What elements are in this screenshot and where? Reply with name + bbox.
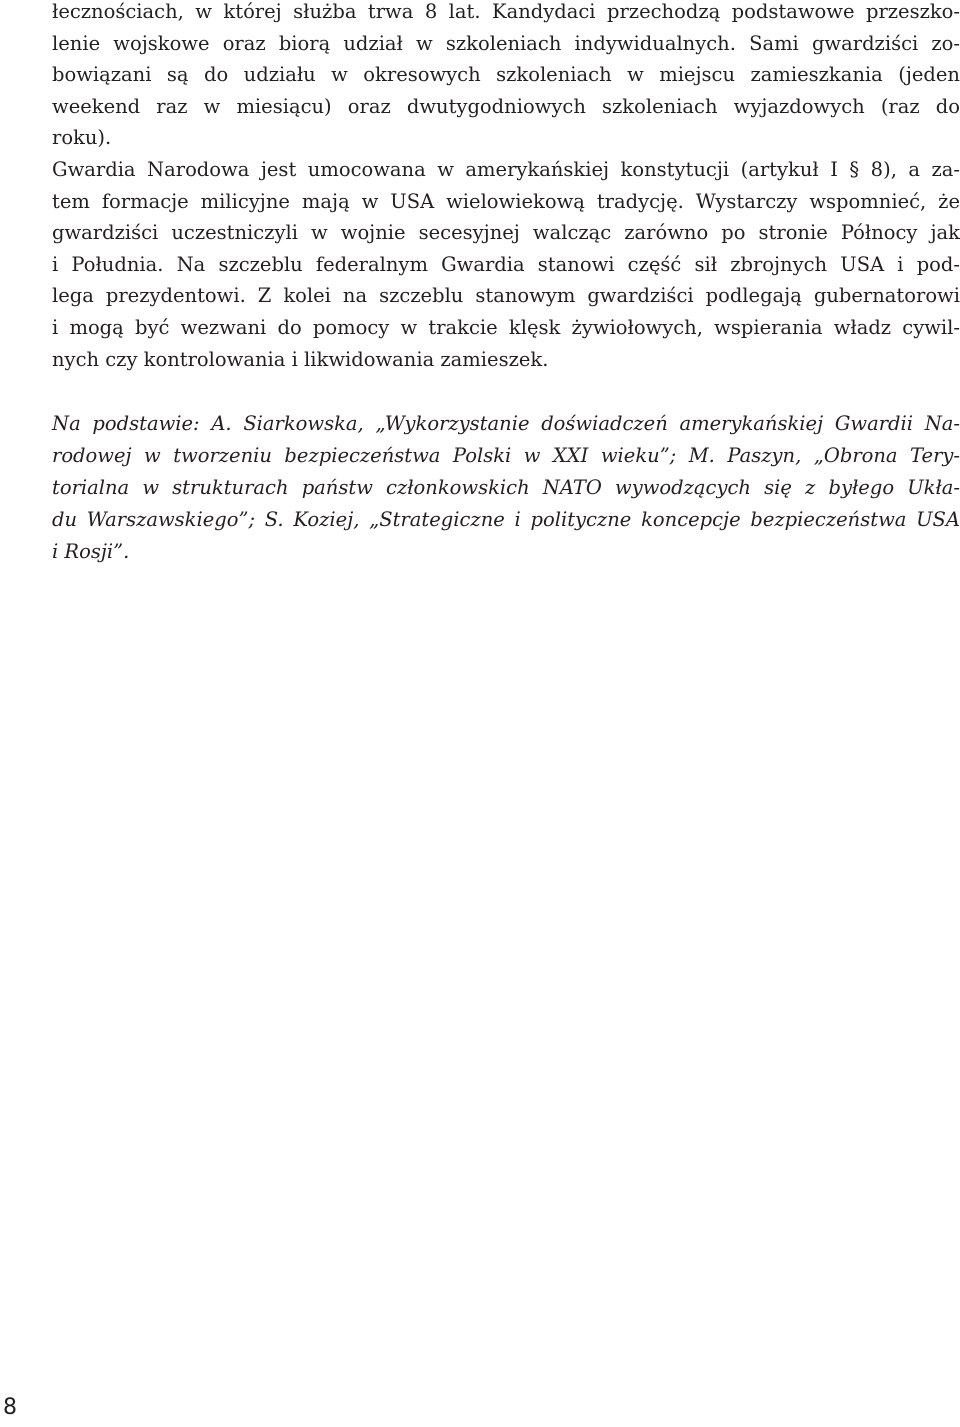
source-citation [52,408,960,568]
text-line: weekend raz w miesiącu) oraz dwutygodniowych szkoleniach wyjazdowych (raz do [52,94,960,118]
body-paragraph-1 [52,0,960,154]
text-line: tem formacje milicyjne mają w USA wielowiekową tradycję. Wystarczy wspomnieć, że [52,189,960,213]
text-line: lega prezydentowi. Z kolei na szczeblu stanowym gwardziści podlegają gubernatorowi [52,284,960,308]
citation-line: rodowej w tworzeniu bezpieczeństwa Polski w XXI wieku”; M. Paszyn, „Obrona Tery- [52,444,960,467]
citation-line: torialna w strukturach państw członkowskich NATO wywodzących się z byłego Ukła- [52,476,960,499]
citation-line: Na podstawie: A. Siarkowska, „Wykorzystanie doświadczeń amerykańskiej Gwardii Na- [52,412,960,435]
text-line: gwardziści uczestniczyli w wojnie secesyjnej walcząc zarówno po stronie Północy jak [52,221,960,245]
text-line: nych czy kontrolowania i likwidowania zamieszek. [52,347,549,371]
text-line: i Południa. Na szczeblu federalnym Gwardia stanowi część sił zbrojnych USA i pod- [52,252,960,276]
text-line: bowiązani są do udziału w okresowych szkoleniach w miejscu zamieszkania (jeden [52,63,960,87]
page-number: 8 [3,1395,17,1420]
text-line: roku). [52,126,112,150]
document-page [52,0,960,563]
text-line: lenie wojskowe oraz biorą udział w szkoleniach indywidualnych. Sami gwardziści zo- [52,31,960,55]
text-line: Gwardia Narodowa jest umocowana w amerykańskiej konstytucji (artykuł I § 8), a za- [52,157,960,181]
citation-line: i Rosji”. [52,540,130,563]
text-line: łecznościach, w której służba trwa 8 lat. Kandydaci przechodzą podstawowe przeszko- [52,0,960,23]
citation-line: du Warszawskiego”; S. Koziej, „Strategiczne i polityczne koncepcje bezpieczeństwa USA [52,508,960,531]
body-paragraph-2 [52,154,960,375]
text-line: i mogą być wezwani do pomocy w trakcie klęsk żywiołowych, wspierania władz cywil- [52,315,960,339]
